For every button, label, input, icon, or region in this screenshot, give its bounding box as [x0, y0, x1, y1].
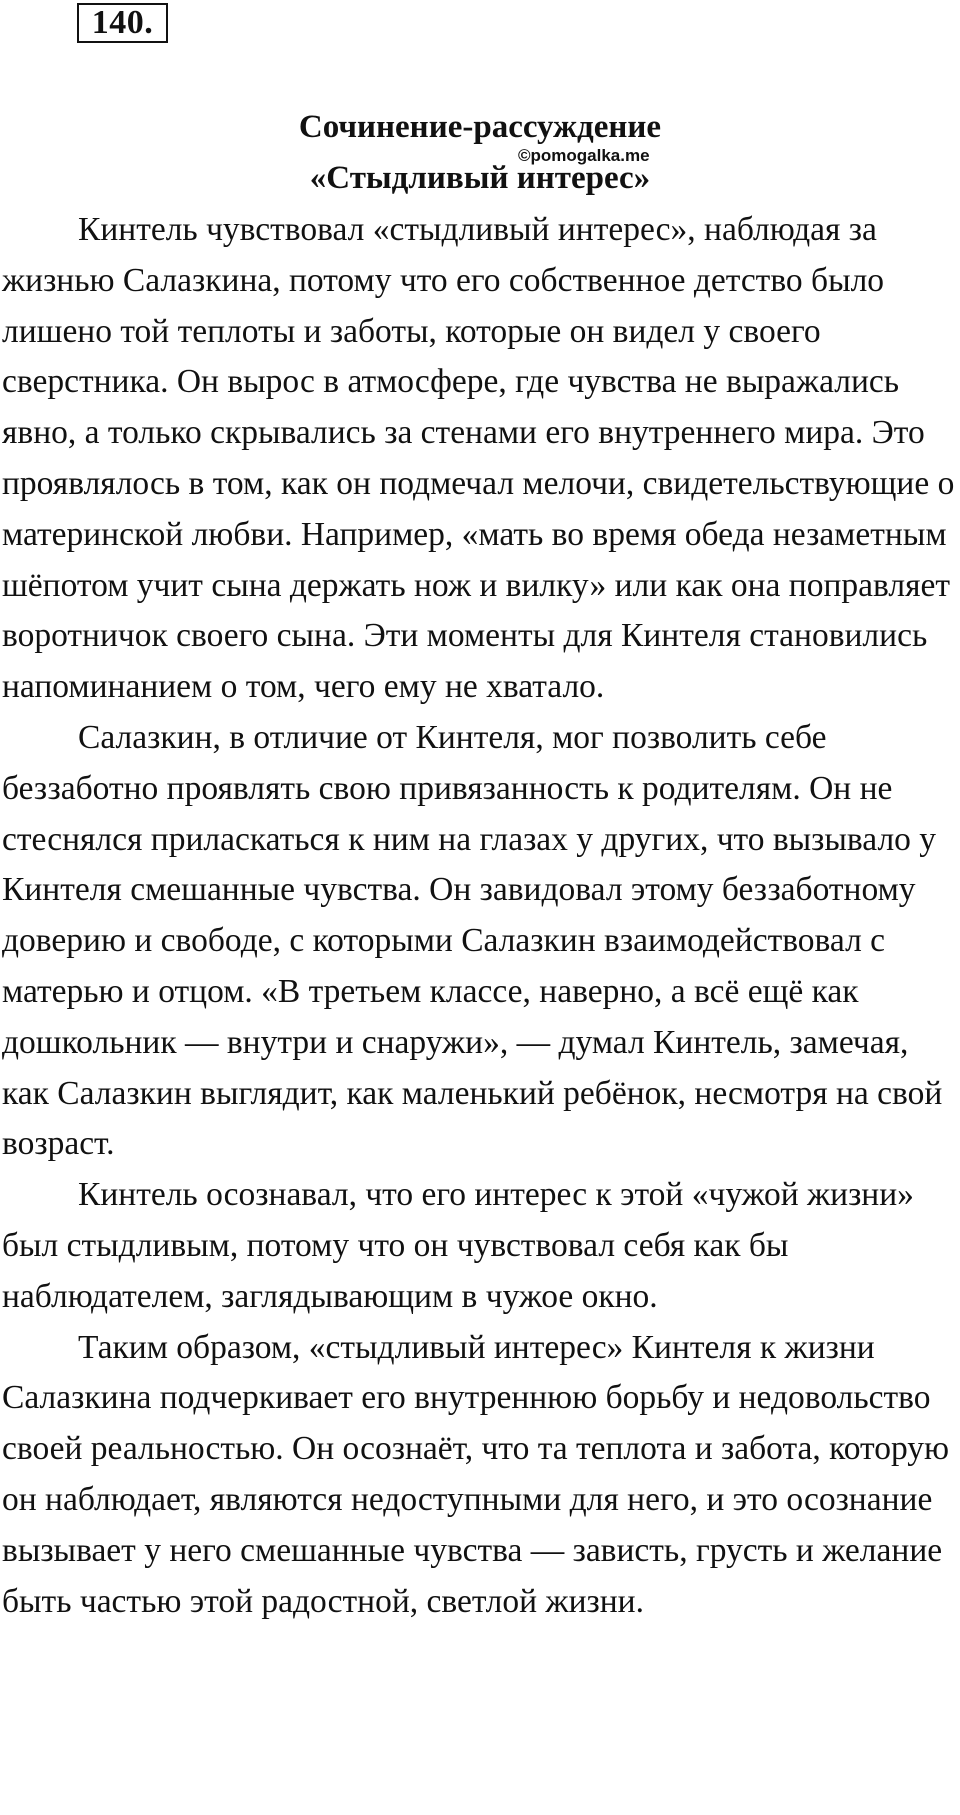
essay-paragraph-3: Кинтель осознавал, что его интерес к этой «чужой жизни» был стыдливым, потому что он чувствовал себя как бы наблюдателем, заглядывающим в чужое окно. — [2, 1176, 914, 1315]
essay-paragraph-4: Таким образом, «стыдливый интерес» Кинтеля к жизни Салазкина подчеркивает его внутреннюю борьбу и недовольство своей реальностью. Он осознаёт, что та теплота и забота, которую он наблюдает, являются недоступными для него, и это осознание вызывает у него смешанные чувства — зависть, грусть и желание быть частью этой радостной, светлой жизни. — [2, 1328, 950, 1620]
essay-paragraph-1: Кинтель чувствовал «стыдливый интерес», наблюдая за жизнью Салазкина, потому что его собственное детство было лишено той теплоты и заботы, которые он видел у своего сверстника. Он вырос в атмосфере, где чувства не выражались явно, а только скрывались за стенами его внутреннего мира. Это проявлялось в том, как он подмечал мелочи, свидетельствующие о материнской любви. Например, «мать во время обеда незаметным шёпотом учит сына держать нож и вилку» или как она поправляет воротничок своего сына. Эти моменты для Кинтеля становились напоминанием о том, чего ему не хватало. — [2, 211, 955, 706]
essay-heading-line-2: «Стыдливый интерес» — [309, 160, 651, 196]
essay-body — [2, 205, 958, 1627]
exercise-number: 140 — [91, 4, 145, 41]
exercise-number-dot: . — [144, 4, 154, 41]
essay-paragraph-2: Салазкин, в отличие от Кинтеля, мог позволить себе беззаботно проявлять свою привязанность к родителям. Он не стеснялся приласкаться к ним на глазах у других, что вызывало у Кинтеля смешанные чувства. Он завидовал этому беззаботному доверию и свободе, с которыми Салазкин взаимодействовал с матерью и отцом. «В третьем классе, наверно, а всё ещё как дошкольник — внутри и снаружи», — думал Кинтель, замечая, как Салазкин выглядит, как маленький ребёнок, несмотря на свой возраст. — [2, 718, 943, 1163]
exercise-number-box — [77, 3, 168, 43]
essay-heading-line-1: Сочинение-рассуждение — [298, 109, 662, 145]
watermark: ©pomogalka.me — [518, 146, 650, 165]
